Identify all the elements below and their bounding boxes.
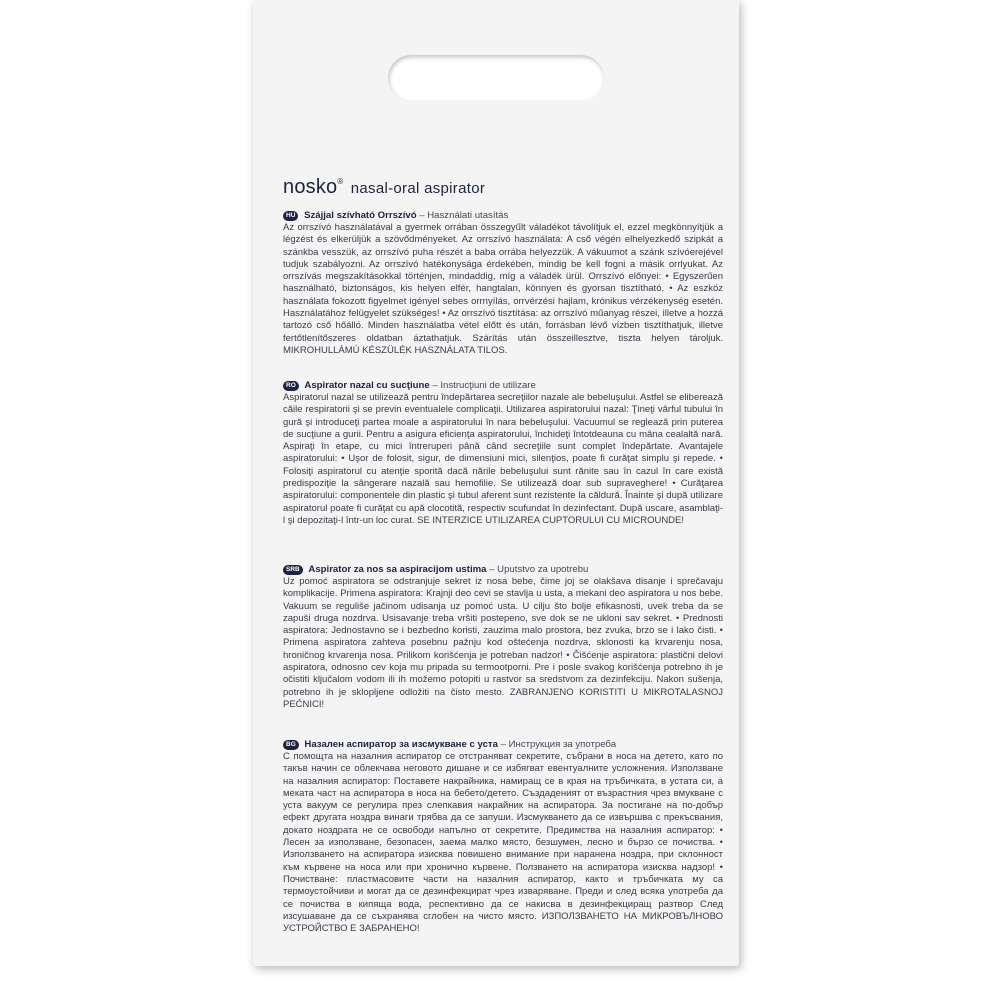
section-srb [283, 563, 723, 711]
section-body: Uz pomoć aspiratora se odstranjuje sekret iz nosa bebe, čime joj se olakšava disanje i sprečavaju komplikacije. Primena aspiratora: Krajnji deo cevi se stavlja u usta, a mekani deo aspiratora u nos bebe. Vakuum se reguliše jačinom udisanja uz pomoć usta. U cilju što bolje efikasnosti, uvek treba da se zapuši druga nozdrva. Usisavanje treba vršiti postepeno, sve dok se ne ukloni sav sekret. • Prednosti aspiratora: Jednostavno se i bezbedno koristi, zauzima malo prostora, bez zvuka, brzo se i lako čisti. • Primena aspiratora zahteva posebnu pažnju kod oštećenja nozdrva, sklonosti ka krvarenju nosa, hroničnog krvarenja nosa. Prilikom korišćenja je potreban nadzor! • Čišćenje aspiratora: plastični delovi aspiratora, odnosno cev koja mu pripada su termootporni. Pre i posle svakog korišćenja potrebno ih je očistiti ključalom vodom ili ih možemo potopiti u rastvor sa sredstvom za dezinfekciju. Nakon sušenja, potrebno ih je sklopljene odložiti na čisto mesto. ZABRANJENO KORISTITI U MIKROTALASNOJ PEĆNICI! [283, 576, 723, 710]
section-subtitle: – Használati utasítás [419, 210, 509, 221]
section-subtitle: – Instrucţiuni de utilizare [432, 380, 536, 391]
brand-header [283, 176, 723, 199]
section-body: Az orrszívó használatával a gyermek orrában összegyűlt váladékot távolítjuk el, ezzel megkönnyítjük a légzést és elkerüljük a szövődményeket. Az orrszívó használata: A cső végén elhelyezkedő szipkát a szánkba vesszük, az orrszívó puha részét a baba orrába helyezzük. A vákuumot a szánk szívóerejével tudjuk szabályozni. Az orrszívó hatékonysága érdekében, mindig be kell fogni a másik orrlyukat. Az orrszívás megszakításokkal történjen, mindaddig, míg a váladék ürül. Orrszívó előnyei: • Egyszerűen használható, biztonságos, kis helyen elfér, hangtalan, könnyen és gyorsan tisztítható. • Az eszköz használata fokozott figyelmet igényel sebes orrnyílás, orrvérzési hajlam, krónikus vérzékenység esetén. Használatához felügyelet szükséges! • Az orrszívó tisztítása: az orrszívó műanyag részei, illetve a hozzá tartozó cső hőálló. Minden használatba vétel előtt és után, forrásban lévő vízben tisztíthatjuk, illetve fertőtlenítőszeres oldatban áztathatjuk. Szárítás után összeillesztve, tiszta helyen tároljuk. MIKROHULLÁMÚ KÉSZÜLÉK HASZNÁLATA TILOS. [283, 222, 723, 356]
section-subtitle: – Инструкция за употреба [500, 739, 617, 750]
section-heading [283, 563, 723, 576]
section-title: Szájjal szívható Orrszívó [304, 210, 417, 221]
section-title: Aspirator za nos sa aspiracijom ustima [308, 564, 487, 575]
section-hu [283, 209, 723, 357]
section-title: Aspirator nazal cu sucţiune [304, 380, 430, 391]
section-heading [283, 209, 723, 222]
lang-badge: RO [283, 381, 299, 391]
section-subtitle: – Uputstvo za upotrebu [489, 564, 589, 575]
section-heading [283, 379, 723, 392]
section-bg [283, 738, 723, 935]
lang-badge: HU [283, 211, 298, 221]
package-back-card [253, 0, 739, 966]
section-title: Назален аспиратор за изсмукване с уста [304, 739, 498, 750]
lang-badge: SRB [283, 565, 303, 575]
lang-badge: BG [283, 740, 299, 750]
section-heading [283, 738, 723, 751]
registered-mark: ® [337, 177, 344, 186]
section-body: С помощта на назалния аспиратор се отстраняват секретите, събрани в носа на детето, като по такъв начин се облекчава неговото дишане и се избягват евентуалните усложнения. Използване на назалния аспиратор: Поставете накрайника, намиращ се в края на тръбичката, в устата си, а меката част на аспиратора в носа на бебето/детето. Създаденият от възрастния чрез вмукване с уста вакуум се регулира през слепкавия накрайник на аспиратора. За постигане на по-добър ефект другата ноздра винаги трябва да се запуши. Изсмукването да се извършва с прекъсвания, докато ноздрата не се освободи напълно от секретите. Предимства на назалния аспиратор: • Лесен за използване, безопасен, заема малко място, безшумен, лесно и бързо се почиства. • Използването на аспиратора изисква повишено внимание при наранена ноздра, при склонност към кървене на носа или при хронично кървене. Ползването на аспиратора изисква надзор! • Почистване: пластмасовите части на назалния аспиратор, както и тръбичката му са термоустойчиви и могат да се дезинфекцират чрез изваряване. Преди и след всяка употреба да се почиства в кипяща вода, респективно да се накисва в дезинфекциращ разтвор След изсушаване да се съхранява сглобен на чисто място. ИЗПОЛЗВАНЕТО НА МИКРОВЪЛНОВО УСТРОЙСТВО Е ЗАБРАНЕНО! [283, 751, 723, 935]
hang-hole [388, 55, 604, 101]
section-body: Aspiratorul nazal se utilizează pentru îndepărtarea secreţiilor nazale ale bebeluşului. Astfel se eliberează căile respiratorii şi se previn eventualele complicaţii. Utilizarea aspiratorului nazal: Ţineţi vârful tubului în gură şi introduceţi partea moale a aspiratorului în nara bebeluşului. Vacuumul se reglează prin puterea de sucţiune a gurii. Pentru a asigura eficienţa aspiratorului, închideţi întotdeauna cu mâna cealaltă nară. Aspiraţi în etape, cu mici întreruperi până când secreţiile sunt complet îndepărtate. Avantajele aspiratorului: • Uşor de folosit, sigur, de dimensiuni mici, silenţios, poate fi curăţat simplu şi repede. • Folosiţi aspiratorul cu atenţie sporită dacă nările bebeluşului sunt rănite sau în cazul în care există predispoziţie la sângerare nazală sau hemofilie. Se utilizează doar sub supraveghere! • Curăţarea aspiratorului: componentele din plastic şi tubul aferent sunt rezistente la căldură. Înainte şi după utilizare aspiratorul poate fi curăţat cu apă clocotită, respectiv scufundat în dezinfectant. După uscare, asamblaţi-l şi depozitaţi-l într-un loc curat. SE INTERZICE UTILIZAREA CUPTORULUI CU MICROUNDE! [283, 392, 723, 526]
brand-logo: nosko [283, 176, 338, 198]
product-name: nasal-oral aspirator [350, 180, 486, 197]
section-ro [283, 379, 723, 527]
